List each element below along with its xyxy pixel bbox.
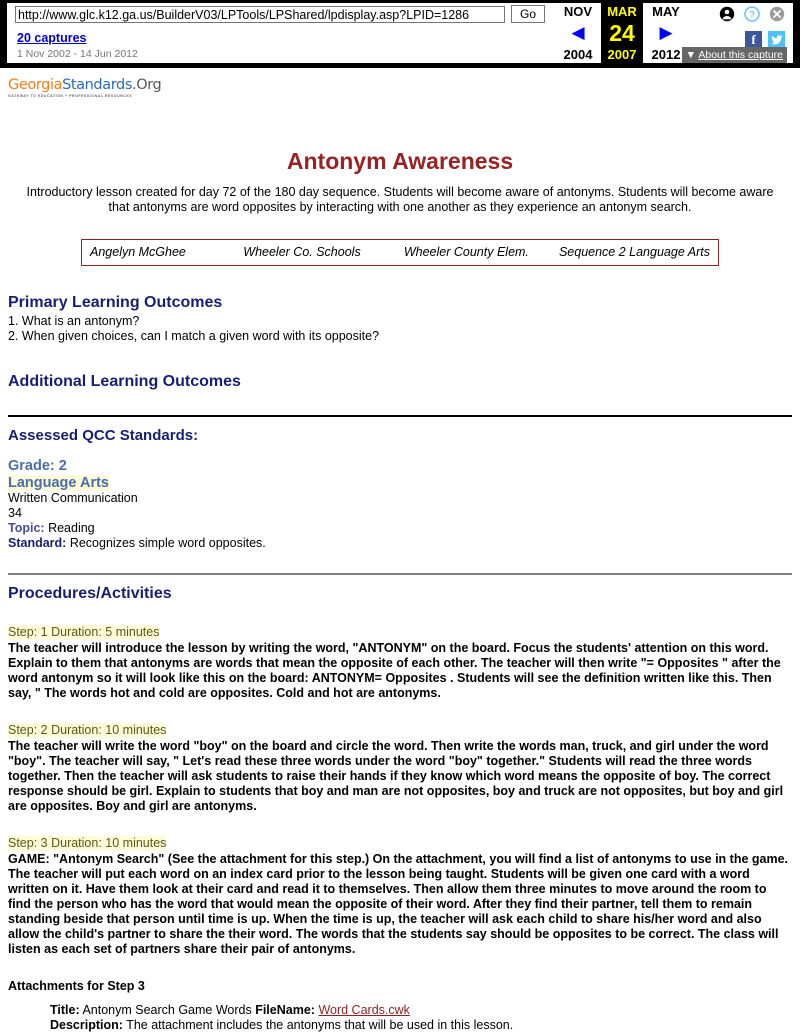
logo-wordmark xyxy=(8,78,161,93)
qcc-number: 34 xyxy=(8,505,22,520)
current-day-label: 24 xyxy=(609,20,635,46)
logo-georgia-text: Georgia xyxy=(8,77,63,93)
step-block xyxy=(8,603,792,701)
step-body: The teacher will introduce the lesson by writing the word, "ANTONYM" on the board. Focus the students' attention on this word. Explain to them that antonyms are words that mean the opposite of each other. The teacher will then write "= Opposites " after the word antonym so it will look like this on the board: ANTONYM= Opposites . Students will see the definition written like this. Then say, " The words hot and cold are opposites. Cold and hot are antonyms. xyxy=(8,640,781,700)
qcc-standards-heading: Assessed QCC Standards: xyxy=(8,426,199,444)
step-block xyxy=(8,701,792,814)
attachment-title-value: Antonym Search Game Words xyxy=(82,1002,252,1017)
qcc-standard-value: Recognizes simple word opposites. xyxy=(69,535,266,550)
qcc-standard-row xyxy=(8,536,792,551)
step-body: The teacher will write the word "boy" on the board and circle the word. Then write the words man, truck, and girl under the word "boy". The teacher will say, " Let's read these three words under the word "boy" together." Students will read the three words together. Then the teacher will ask students to raise their hands if they know which word means the opposite of boy. The correct response should be girl. Explain to students that boy and man are not opposites, boy and truck are not opposites, but boy and girl are opposites. Boy and girl are antonyms. xyxy=(8,738,784,813)
attachment-title-label: Title: xyxy=(50,1002,80,1017)
divider-above-qcc xyxy=(8,415,792,417)
toolbar-icons xyxy=(683,5,787,63)
qcc-strand: Written Communication xyxy=(8,490,138,505)
about-this-capture-button[interactable]: ▼ About this capture xyxy=(682,47,787,63)
divider-above-procedures xyxy=(8,573,792,575)
attachment-file-link[interactable]: Word Cards.cwk xyxy=(318,1002,410,1017)
attachments-heading: Attachments for Step 3 xyxy=(8,978,145,993)
procedures-heading: Procedures/Activities xyxy=(8,584,172,602)
qcc-grade: Grade: 2 xyxy=(8,457,67,474)
qcc-topic-value: Reading xyxy=(48,520,95,535)
help-icon[interactable] xyxy=(744,6,760,22)
close-icon[interactable] xyxy=(769,6,785,22)
additional-outcomes-heading: Additional Learning Outcomes xyxy=(8,372,241,390)
qcc-standard-label: Standard: xyxy=(8,535,67,550)
user-icon[interactable] xyxy=(719,6,735,22)
primary-outcome-item: 1. What is an antonym? xyxy=(8,313,140,328)
captures-date-range: 1 Nov 2002 - 14 Jun 2012 xyxy=(17,48,138,60)
next-year-label: 2012 xyxy=(651,47,681,62)
wayback-url-row xyxy=(15,5,545,23)
toolbar-icon-row-top xyxy=(719,6,785,22)
prev-capture-column[interactable] xyxy=(555,3,601,63)
qcc-subject: Language Arts xyxy=(8,474,109,491)
twitter-icon[interactable] xyxy=(768,31,785,48)
capture-date-navigator xyxy=(555,3,689,63)
lesson-district: Wheeler Co. Schools xyxy=(243,244,361,259)
primary-outcomes-heading: Primary Learning Outcomes xyxy=(8,293,223,311)
prev-year-label: 2004 xyxy=(563,47,593,62)
prev-month-label: NOV xyxy=(563,4,593,19)
lesson-description: Introductory lesson created for day 72 of the 180 day sequence. Students will become aware of antonyms. Students will become aware that antonyms are word opposites by interacting with one another as they experience an antonym search. xyxy=(26,184,774,214)
facebook-icon[interactable]: f xyxy=(745,31,762,48)
primary-outcome-item: 2. When given choices, can I match a given word with its opposite? xyxy=(8,329,380,343)
lesson-author: Angelyn McGhee xyxy=(90,244,186,259)
lesson-school: Wheeler County Elem. xyxy=(403,244,529,259)
lesson-sequence: Sequence 2 Language Arts xyxy=(558,244,710,259)
logo-org-text: .Org xyxy=(131,77,162,93)
step-body: GAME: "Antonym Search" (See the attachment for this step.) On the attachment, you will find a list of antonyms to use in the game. The teacher will put each word on an index card prior to the lesson being taught. Students will be given one card with a word written on it. Have them look at their card and read it to themselves. Then allow them three minutes to move around the room to find the person who has the word that would mean the opposite of their word. After they find their partner, tell them to remain standing beside that person until time is up. When the time is up, the teacher will ask each child to share his/her word and also allow the child's partner to share the their word. The words that the students say should be opposites to be correct. The class will listen as each set of partners share their pair of antonyms. xyxy=(8,851,789,956)
wayback-toolbar-inner xyxy=(6,2,794,64)
current-month-label: MAR xyxy=(607,4,637,19)
next-month-label: MAY xyxy=(652,4,680,19)
site-logo-wrap xyxy=(0,68,800,100)
lesson-content xyxy=(0,294,800,1033)
step-block xyxy=(8,814,792,957)
attachment-description-label: Description: xyxy=(50,1017,123,1032)
about-this-capture-label: About this capture xyxy=(698,49,783,61)
toolbar-icon-row-social xyxy=(745,31,785,48)
step-label: Step: 3 Duration: 10 minutes xyxy=(8,835,167,850)
lesson-plan-page xyxy=(0,68,800,1033)
qcc-topic-label: Topic: xyxy=(8,520,45,535)
prev-arrow-icon[interactable]: ◀ xyxy=(571,23,585,42)
georgiastandards-logo[interactable] xyxy=(8,78,161,98)
current-year-label: 2007 xyxy=(607,47,637,62)
attachment-title-row xyxy=(50,1003,792,1018)
attachments-details xyxy=(8,1003,792,1033)
captures-count-link[interactable]: 20 captures xyxy=(17,31,87,45)
wayback-toolbar xyxy=(0,0,800,68)
logo-tagline: GATEWAY TO EDUCATION + PROFESSIONAL RESOURCES xyxy=(8,93,133,98)
current-capture-column xyxy=(601,3,643,63)
svg-text:?: ? xyxy=(749,9,755,21)
qcc-topic-row xyxy=(8,521,792,536)
next-arrow-icon[interactable]: ▶ xyxy=(659,23,673,42)
url-input[interactable]: http://www.glc.k12.ga.us/BuilderV03/LPTools/LPShared/lpdisplay.asp?LPID=1286 xyxy=(15,6,505,23)
logo-standards-text: Standards xyxy=(62,77,132,93)
attachment-description-value: The attachment includes the antonyms that will be used in this lesson. xyxy=(126,1017,514,1032)
captures-info xyxy=(17,31,138,60)
page-title: Antonym Awareness xyxy=(286,147,514,174)
attachment-description-row xyxy=(50,1018,792,1033)
attachment-filename-label: FileName: xyxy=(255,1002,315,1017)
step-label: Step: 2 Duration: 10 minutes xyxy=(8,722,167,737)
go-button[interactable]: Go xyxy=(511,5,545,23)
lesson-meta-box xyxy=(81,239,719,266)
step-label: Step: 1 Duration: 5 minutes xyxy=(8,624,160,639)
